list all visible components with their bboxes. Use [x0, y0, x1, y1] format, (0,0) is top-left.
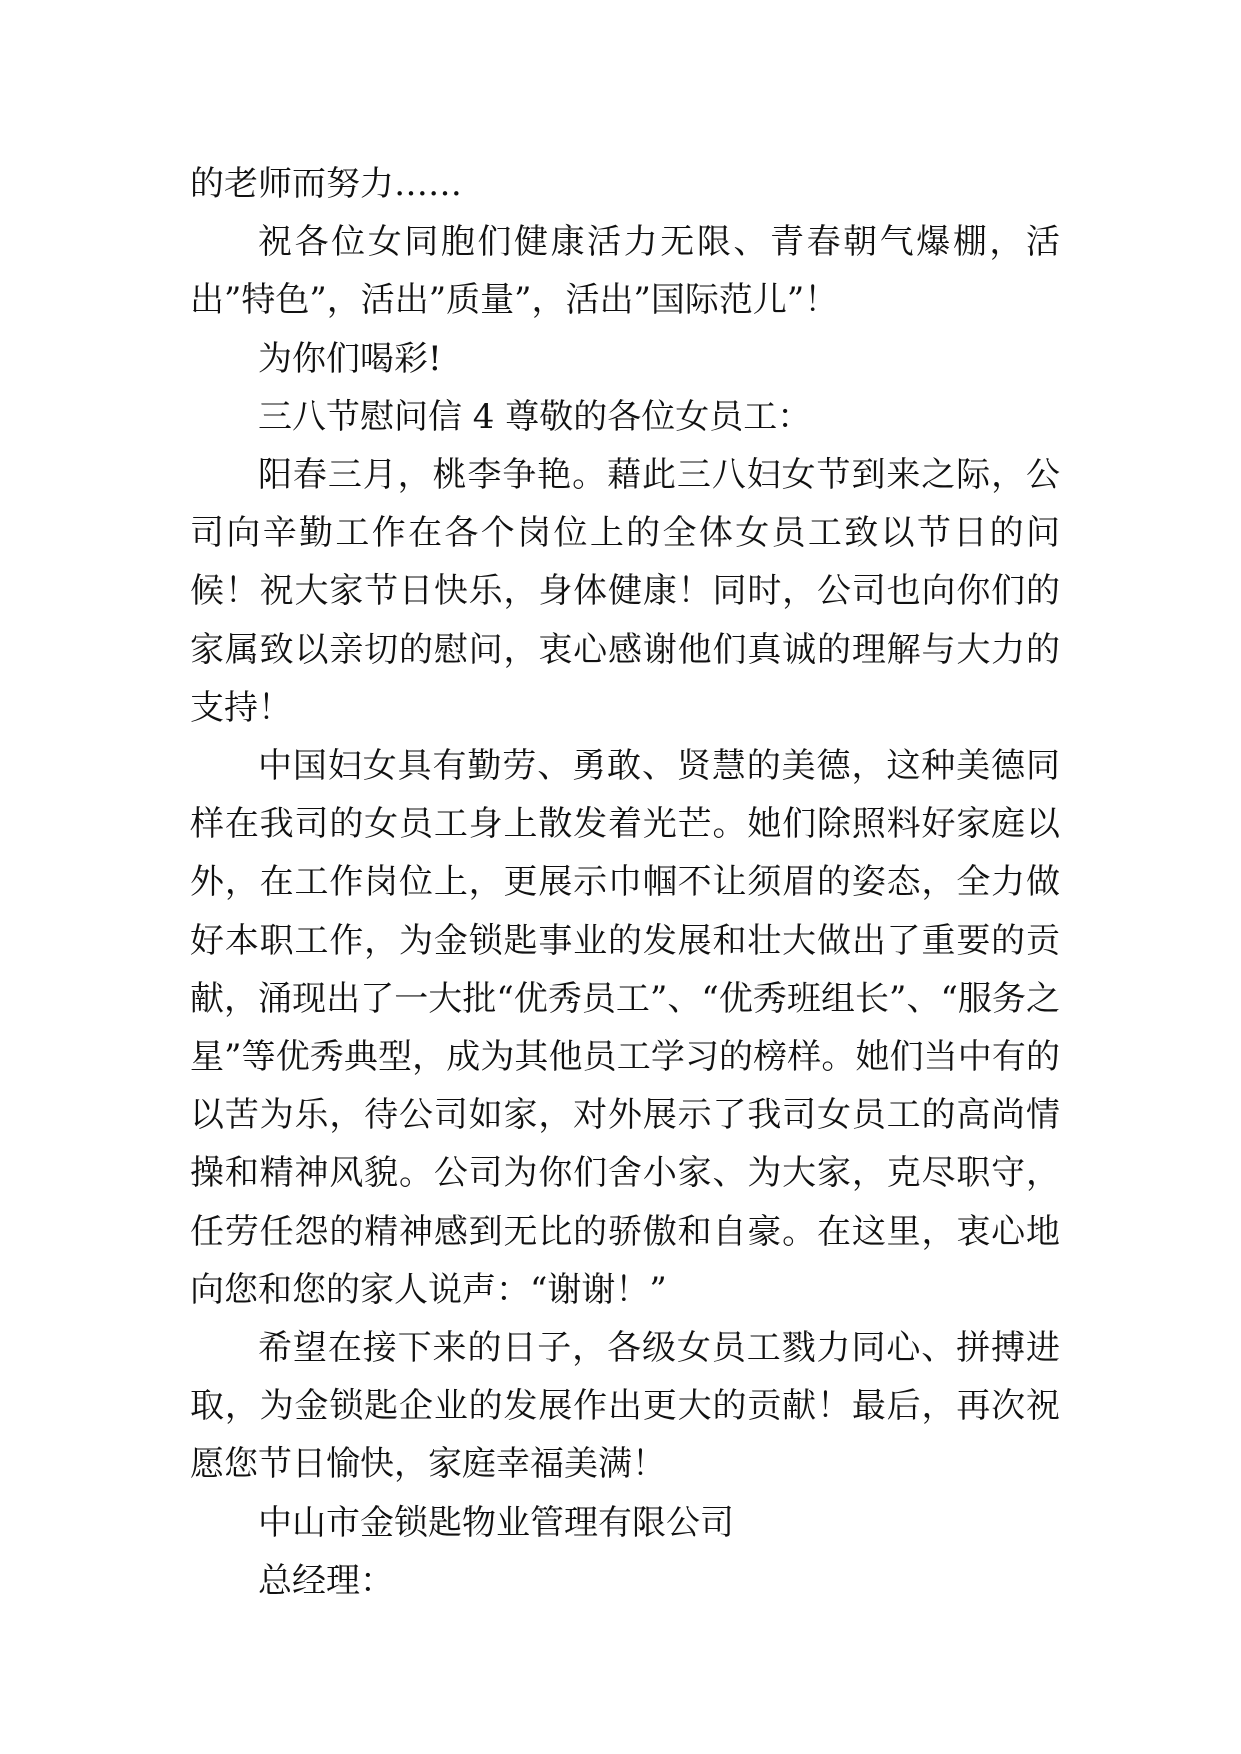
general-manager-signature: 总经理：: [258, 1560, 394, 1601]
document-page: [190, 155, 1060, 1610]
paragraph-7: 希望在接下来的日子，各级女员工戮力同心、拼搏进取，为金锁匙企业的发展作出更大的贡献！最后，再次祝愿您节日愉快，家庭幸福美满！: [190, 1328, 1060, 1485]
company-name: 中山市金锁匙物业管理有限公司: [258, 1502, 734, 1543]
paragraph-4: 三八节慰问信 4 尊敬的各位女员工：: [258, 396, 812, 437]
paragraph-1: 的老师而努力……: [190, 164, 462, 204]
paragraph-3: 为你们喝彩!: [258, 338, 442, 379]
paragraph-6: 中国妇女具有勤劳、勇敢、贤慧的美德，这种美德同样在我司的女员工身上散发着光芒。她们除照料好家庭以外，在工作岗位上，更展示巾帼不让须眉的姿态，全力做好本职工作，为金锁匙事业的发展和壮大做出了重要的贡献，涌现出了一大批“优秀员工”、“优秀班组长”、“服务之星”等优秀典型，成为其他员工学习的榜样。她们当中有的以苦为乐，待公司如家，对外展示了我司女员工的高尚情操和精神风貌。公司为你们舍小家、为大家，克尽职守，任劳任怨的精神感到无比的骄傲和自豪。在这里，衷心地向您和您的家人说声：“谢谢！”: [190, 746, 1060, 1310]
paragraph-2: 祝各位女同胞们健康活力无限、青春朝气爆棚，活出”特色”，活出”质量”，活出”国际范儿”！: [190, 222, 1060, 321]
paragraph-5: 阳春三月，桃李争艳。藉此三八妇女节到来之际，公司向辛勤工作在各个岗位上的全体女员工致以节日的问候！祝大家节日快乐，身体健康！同时，公司也向你们的家属致以亲切的慰问，衷心感谢他们真诚的理解与大力的支持！: [190, 455, 1060, 728]
